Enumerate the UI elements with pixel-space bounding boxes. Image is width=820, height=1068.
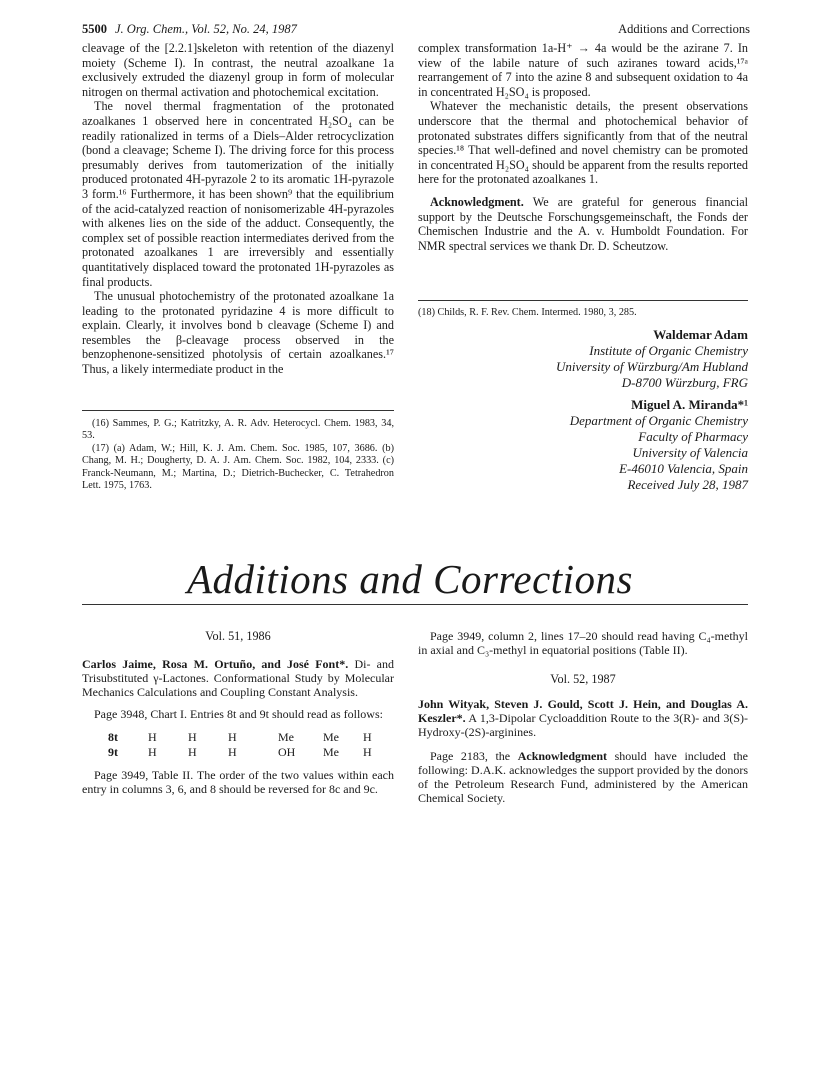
table-cell: OH [278,745,296,759]
table-cell: Me [278,730,294,744]
affiliation-1-line-1: Institute of Organic Chemistry [589,343,748,358]
running-header-section: Additions and Corrections [618,22,750,36]
correction-entry-1 [82,657,394,721]
table-cell: H [148,730,157,744]
table-cell: H [363,745,372,759]
table-cell: H [188,730,197,744]
affiliation-1-line-2: University of Würzburg/Am Hubland [556,359,748,374]
table-cell: Me [323,730,339,744]
left-paragraph-3: The unusual photochemistry of the protonated azoalkane 1a leading to the protonated pyridazine 4 is more difficult to explain. Clearly, it involves bond b cleavage (Scheme I) and resembles the β-cleavage process observed in the benzophenone-sensitized photolysis of certain azoalkanes.¹⁷ Thus, a likely intermediate product in the [82,289,394,377]
entry-2-fix-post: should have included the following: D.A.K. acknowledges the support provided by the donors of the Petroleum Research Fund, administered by the American Chemical Society. [418,748,748,806]
left-paragraph-2: The novel thermal fragmentation of the protonated azoalkanes 1 observed here in concentrated H₂SO₄ can be readily rationalized in terms of a Diels–Alder retrocyclization (bond a cleavage; Scheme I). The driving force for this process presumably derives from tautomerization of the initially produced protonated 4H-pyrazole 2 to its aromatic 1H-pyrazole 3 form.¹⁶ Furthermore, it has been shown⁹ that the equilibrium of the acid-catalyzed reaction of nonisomerizable 4H-pyrazoles with alkenes lies on the side of the adduct. Consequently, the complex set of possible reaction intermediates derived from the protonated azoalkanes 1 are irreversibly and essentially quantitatively displaced toward the protonated 1H-pyrazoles as final products. [82,99,394,289]
table-row-label: 9t [108,745,118,759]
acknowledgment-heading: Acknowledgment. [430,194,524,209]
author-block-2 [418,397,748,493]
acknowledgment-text: We are grateful for generous financial support by the Deutsche Forschungsgemeinschaft, the Fonds der Chemischen Industrie and the A. v. Humboldt Foundation. For NMR spectral services we thank Dr. D. Scheutzow. [418,194,748,253]
corrections-section-title: Additions and Corrections [186,556,634,602]
entry-2-fix [418,749,748,806]
entry-1-fix-3: Page 3949, column 2, lines 17–20 should read having C₄-methyl in axial and C₃-methyl in equatorial positions (Table II). [418,629,748,658]
page-number: 5500 [82,22,107,36]
volume-heading-52: Vol. 52, 1987 [550,672,616,686]
left-paragraph-1: cleavage of the [2.2.1]skeleton with retention of the diazenyl moiety (Scheme I). In contrast, the neutral azoalkane 1a exclusively extruded the diazenyl group in form of molecular nitrogen on thermal activation and photochemical excitation. [82,41,394,99]
entry-1-title: Di- and Trisubstituted γ-Lactones. Conformational Study by Molecular Mechanics Calculations and Coupling Constant Analysis. [82,657,394,700]
author-name-2: Miguel A. Miranda*¹ [631,397,748,412]
entry-2-title: A 1,3-Dipolar Cycloaddition Route to the 3(R)- and 3(S)-Hydroxy-(2S)-arginines. [418,711,748,740]
table-cell: H [228,745,237,759]
table-cell: H [228,730,237,744]
left-footnotes [82,418,394,492]
footnote-rule-right [418,300,748,301]
affiliation-2-line-4: E-46010 Valencia, Spain [619,461,748,476]
table-cell: H [188,745,197,759]
footnote-18: (18) Childs, R. F. Rev. Chem. Intermed. 1980, 3, 285. [418,307,637,318]
section-title-rule [82,604,748,605]
affiliation-2-line-3: University of Valencia [632,445,748,460]
entry-2-fix-bold: Acknowledgment [517,748,608,763]
running-header-left [82,22,297,37]
entries-table [108,730,393,760]
right-paragraph-1: complex transformation 1a-H⁺ → 4a would be the azirane 7. In view of the labile nature of such aziranes toward acids,¹⁷ᵃ rearrangement of 7 into the azine 8 and subsequent oxidation to 4a in concentrated H₂SO₄ is proposed. [418,41,748,99]
entry-1-authors: Carlos Jaime, Rosa M. Ortuño, and José Font*. [82,657,349,671]
received-date: Received July 28, 1987 [627,477,748,492]
entry-2-fix-pre: Page 2183, the [430,748,518,763]
author-name-1: Waldemar Adam [653,327,748,342]
correction-entry-1-continued [418,629,748,657]
affiliation-1-line-3: D-8700 Würzburg, FRG [621,375,748,390]
footnote-17: (17) (a) Adam, W.; Hill, K. J. Am. Chem. Soc. 1985, 107, 3686. (b) Chang, M. H.; Dougherty, D. A. J. Am. Chem. Soc. 1982, 104, 2333. (c) Franck-Neumann, M.; Martina, D.; Dietrich-Buchecker, C. Tetrahedron Lett. 1975, 1763. [82,442,394,492]
correction-entry-2 [418,697,748,805]
acknowledgment-paragraph [418,195,748,253]
volume-heading-51: Vol. 51, 1986 [205,629,271,643]
entry-1-fix-2: Page 3949, Table II. The order of the two values within each entry in columns 3, 6, and 8 should be reversed for 8c and 9c. [82,768,394,797]
entry-1-fix-2-block [82,768,394,796]
table-row [108,745,393,760]
left-column [82,41,394,377]
affiliation-2-line-2: Faculty of Pharmacy [638,429,748,444]
footnote-rule-left [82,410,394,411]
entry-1-fix-1: Page 3948, Chart I. Entries 8t and 9t should read as follows: [94,706,383,721]
affiliation-2-line-1: Department of Organic Chemistry [569,413,748,428]
right-paragraph-2: Whatever the mechanistic details, the present observations underscore that the thermal and photochemical behavior of protonated substrates differs significantly from that of the neutral species.¹⁸ That well-defined and novel chemistry can be promoted in concentrated H₂SO₄ should be apparent from the results reported here for the protonated azoalkanes 1. [418,99,748,187]
table-cell: H [363,730,372,744]
footnote-16: (16) Sammes, P. G.; Katritzky, A. R. Adv. Heterocycl. Chem. 1983, 34, 53. [82,418,394,442]
right-column [418,41,748,253]
table-cell: H [148,745,157,759]
table-row-label: 8t [108,730,118,744]
entry-2-authors: John Wityak, Steven J. Gould, Scott J. Hein, and Douglas A. Keszler*. [418,697,748,726]
table-cell: Me [323,745,339,759]
journal-citation: J. Org. Chem., Vol. 52, No. 24, 1987 [115,22,297,36]
author-block-1 [418,327,748,391]
table-row [108,730,393,745]
